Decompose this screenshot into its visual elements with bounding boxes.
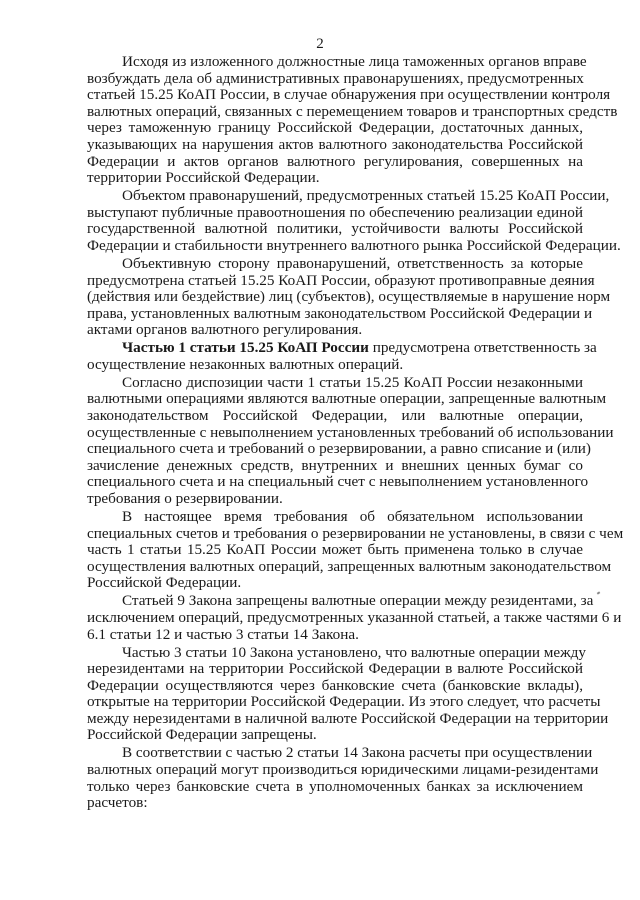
text-line: осуществление незаконных валютных операций. <box>87 355 404 373</box>
paragraph <box>87 339 597 373</box>
text-line: Частью 3 статьи 10 Закона установлено, что валютные операции между <box>122 643 586 661</box>
text-line: зачисление денежных средств, внутренних и внешних ценных бумаг со <box>87 456 583 474</box>
text-line <box>87 339 597 357</box>
text-line: возбуждать дела об административных правонарушениях, предусмотренных <box>87 69 584 87</box>
text-line: выступают публичные правоотношения по обеспечению реализации единой <box>87 203 583 221</box>
text-line: осуществленные с невыполнением установленных требований об использовании <box>87 423 614 441</box>
text-line: нерезидентами на территории Российской Федерации в валюте Российской <box>87 660 583 678</box>
text-line: исключением операций, предусмотренных указанной статьей, а также частями 6 и <box>87 608 622 626</box>
text-line: специальных счетов и требования о резервировании не установлены, в связи с чем <box>87 524 624 542</box>
paragraph <box>87 592 622 643</box>
document-body <box>87 53 624 813</box>
text-line: Объектом правонарушений, предусмотренных статьей 15.25 КоАП России, <box>122 187 610 205</box>
text-line: валютных операций могут производиться юридическими лицами-резидентами <box>87 761 599 779</box>
paragraph <box>87 187 621 254</box>
page-number: 2 <box>316 36 324 52</box>
text-line: осуществления валютных операций, запрещенных валютным законодательством <box>87 557 612 575</box>
text-line: часть 1 статьи 15.25 КоАП России может быть применена только в случае <box>87 541 583 559</box>
text-line: предусмотрена статьей 15.25 КоАП России, образуют противоправные деяния <box>87 271 595 289</box>
text-line: Статьей 9 Закона запрещены валютные операции между резидентами, за <box>122 592 594 610</box>
text-line: 6.1 статьи 12 и частью 3 статьи 14 Закона. <box>87 625 359 643</box>
text-line: статьей 15.25 КоАП России, в случае обнаружения при осуществлении контроля <box>87 86 611 104</box>
text-line: актами органов валютного регулирования. <box>87 321 363 339</box>
text-line: открытые на территории Российской Федерации. Из этого следует, что расчеты <box>87 693 601 711</box>
text-line: (действия или бездействие) лиц (субъектов), осуществляемые в нарушение норм <box>87 288 611 306</box>
paragraph <box>87 507 624 592</box>
text-line: В соответствии с частью 2 статьи 14 Закона расчеты при осуществлении <box>122 744 593 762</box>
text-line: Федерации и актов органов валютного регулирования, совершенных на <box>87 152 583 170</box>
text-line: специального счета и требований о резервировании, а равно списание и (или) <box>87 440 591 458</box>
paragraph <box>87 373 614 508</box>
bold-reference: Частью 1 статьи 15.25 КоАП России <box>122 339 369 357</box>
text-line: расчетов: <box>87 794 148 812</box>
text-line: В настоящее время требования об обязательном использовании <box>122 507 583 525</box>
text-run: предусмотрена ответственность за <box>368 339 597 357</box>
text-line: законодательством Российской Федерации, или валютные операции, <box>87 407 583 425</box>
text-line: между нерезидентами в наличной валюте Российской Федерации на территории <box>87 709 609 727</box>
text-line: Федерации и стабильности внутреннего валютного рынка Российской Федерации. <box>87 236 621 254</box>
text-line: Объективную сторону правонарушений, ответственность за которые <box>122 254 583 272</box>
text-line: специального счета и на специальный счет с невыполнением установленного <box>87 473 589 491</box>
text-line: права, установленных валютным законодательством Российской Федерации и <box>87 304 593 322</box>
paragraph <box>87 744 599 812</box>
text-line: Российской Федерации. <box>87 574 242 592</box>
text-line: Исходя из изложенного должностные лица таможенных органов вправе <box>122 53 587 70</box>
text-line: только через банковские счета в уполномоченных банках за исключением <box>87 777 583 795</box>
scan-artifact <box>597 591 601 594</box>
text-line: Российской Федерации запрещены. <box>87 726 317 744</box>
text-line: требования о резервировании. <box>87 490 283 507</box>
paragraph <box>87 53 618 187</box>
text-line: через таможенную границу Российской Федерации, достаточных данных, <box>87 119 583 137</box>
text-line: государственной валютной политики, устойчивости валюты Российской <box>87 220 583 238</box>
text-line: Согласно диспозиции части 1 статьи 15.25 КоАП России незаконными <box>122 373 583 391</box>
paragraph <box>87 643 609 745</box>
text-line: Федерации осуществляются через банковские счета (банковские вклады), <box>87 676 583 694</box>
text-line: валютных операций, связанных с перемещением товаров и транспортных средств <box>87 102 618 120</box>
text-line: валютными операциями являются валютные операции, запрещенные валютным <box>87 390 607 408</box>
text-line: указывающих на нарушения актов валютного законодательства Российской <box>87 135 583 153</box>
paragraph <box>87 254 611 339</box>
text-line: территории Российской Федерации. <box>87 169 320 187</box>
